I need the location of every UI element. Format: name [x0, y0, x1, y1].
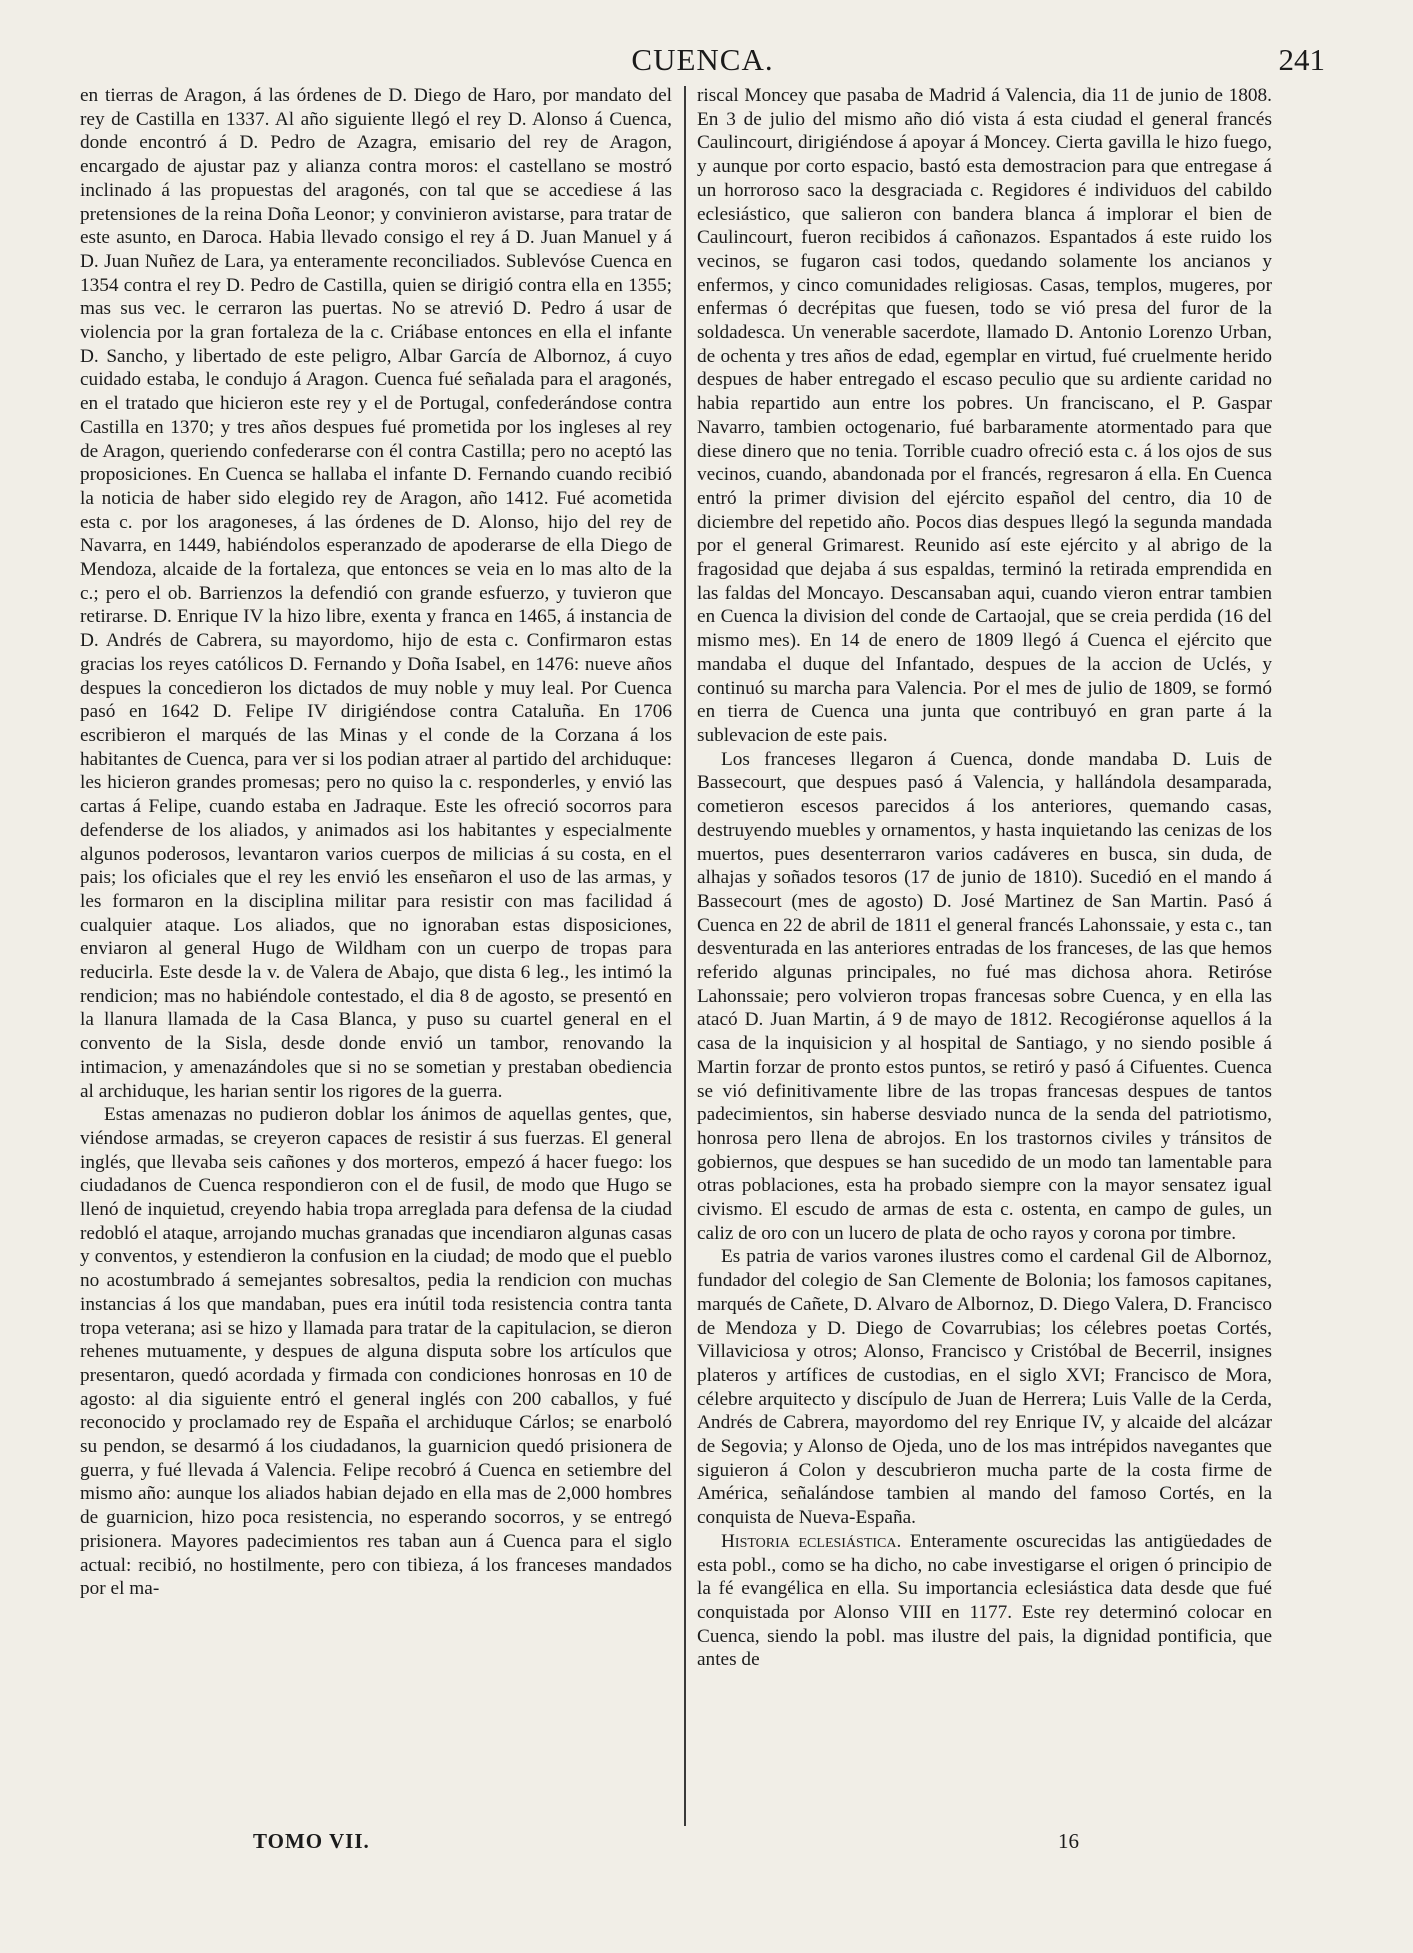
column-divider [684, 86, 686, 1826]
paragraph: en tierras de Aragon, á las órdenes de D. Diego de Haro, por mandato del rey de Castilla en 1337. Al año siguiente llegó el rey D. Alonso á Cuenca, donde encontró á D. Pedro de Azagra, emisario del rey de Aragon, encargado de ajustar paz y alianza contra moros: el castellano se mostró inclinado á las propuestas del aragonés, con tal que se accediese á las pretensiones de la reina Doña Leonor; y convinieron avistarse, para tratar de este asunto, en Daroca. Habia llevado consigo el rey á D. Juan Manuel y á D. Juan Nuñez de Lara, ya enteramente reconciliados. Sublevóse Cuenca en 1354 contra el rey D. Pedro de Castilla, quien se dirigió contra ella en 1355; mas sus vec. le cerraron las puertas. No se atrevió D. Pedro á usar de violencia por la gran fortaleza de la c. Criábase entonces en ella el infante D. Sancho, y libertado de este peligro, Albar García de Albornoz, á cuyo cuidado estaba, le condujo á Aragon. Cuenca fué señalada para el aragonés, en el tratado que hicieron este rey y el de Portugal, confederándose contra Castilla en 1370; y tres años despues fué prometida por los ingleses al rey de Aragon, queriendo confederarse con él contra Castilla; pero no aceptó las proposiciones. En Cuenca se hallaba el infante D. Fernando cuando recibió la noticia de haber sido elegido rey de Aragon, año 1412. Fué acometida esta c. por los aragoneses, á las órdenes de D. Alonso, hijo del rey de Navarra, en 1449, habiéndolos esperanzado de apoderarse de ella Diego de Mendoza, alcaide de la fortaleza, que entonces se veia en lo mas alto de la c.; pero el ob. Barrienzos la defendió con grande esfuerzo, y tuvieron que retirarse. D. Enrique IV la hizo libre, exenta y franca en 1465, á instancia de D. Andrés de Cabrera, su mayordomo, hijo de esta c. Confirmaron estas gracias los reyes católicos D. Fernando y Doña Isabel, en 1476: nueve años despues la concedieron los dictados de muy noble y muy leal. Por Cuenca pasó en 1642 D. Felipe IV dirigiéndose contra Cataluña. En 1706 escribieron el marqués de las Minas y el conde de la Corzana á los habitantes de Cuenca, para ver si los podian atraer al partido del archiduque: les hicieron grandes promesas; pero no quiso la c. responderles, y envió las cartas á Felipe, cuando estaba en Jadraque. Este les ofreció socorros para defenderse de los aliados, y animados asi los habitantes y especialmente algunos poderosos, levantaron varios cuerpos de milicias á su costa, en el pais; los oficiales que el rey les envió les enseñaron el uso de las armas, y les formaron en la disciplina militar para resistir con mas facilidad á cualquier ataque. Los aliados, que no ignoraban estas disposiciones, enviaron al general Hugo de Wildham con un cuerpo de tropas para reducirla. Este desde la v. de Valera de Abajo, que dista 6 leg., les intimó la rendicion; mas no habiéndole contestado, el dia 8 de agosto, se presentó en la llanura llamada de la Casa Blanca, y puso su cuartel general en el convento de la Sisla, desde donde envió un tambor, renovando la intimacion, y amenazándoles que si no se sometian y prestaban obediencia al archiduque, les harian sentir los rigores de la guerra. [80, 85, 672, 1102]
page-footer [0, 1829, 1413, 1859]
paragraph: Los franceses llegaron á Cuenca, donde mandaba D. Luis de Bassecourt, que despues pasó á Valencia, y hallándola desamparada, cometieron escesos parecidos á los anteriores, quemando casas, destruyendo muebles y ornamentos, y hasta inquietando las cenizas de los muertos, pues desenterraron varios cadáveres en busca, sin duda, de alhajas y soñados tesoros (17 de junio de 1810). Sucedió en el mando á Bassecourt (mes de agosto) D. José Martinez de San Martin. Pasó á Cuenca en 22 de abril de 1811 el general francés Lahonssaie, y esta c., tan desventurada en las anteriores entradas de los franceses, de las que hemos referido algunas principales, no fué mas dichosa ahora. Retiróse Lahonssaie; pero volvieron tropas francesas sobre Cuenca, y en ella las atacó D. Juan Martin, á 9 de mayo de 1812. Recogiéronse aquellos á la casa de la inquisicion y al hospital de Santiago, y no siendo posible á Martin forzar de pronto estos puntos, se retiró y pasó á Cifuentes. Cuenca se vió definitivamente libre de las tropas francesas despues de tantos padecimientos, sin haberse desviado nunca de la senda del patriotismo, honrosa pero llena de abrojos. En los trastornos civiles y tránsitos de gobiernos, que despues se han sucedido de un modo tan lamentable para otras poblaciones, esta ha probado siempre con la mayor sensatez igual civismo. El escudo de armas de esta c. ostenta, en campo de gules, un caliz de oro con un lucero de plata de ocho rayos y corona por timbre. [697, 748, 1272, 1244]
paragraph: Estas amenazas no pudieron doblar los ánimos de aquellas gentes, que, viéndose armadas, se creyeron capaces de resistir á sus fuerzas. El general inglés, que llevaba seis cañones y dos morteros, empezó á hacer fuego: los ciudadanos de Cuenca respondieron con el de fusil, de modo que Hugo se llenó de inquietud, creyendo habia tropa arreglada para defensa de la ciudad redobló el ataque, arrojando muchas granadas que incendiaron algunas casas y conventos, y estendieron la confusion en la ciudad; de modo que el pueblo no acostumbrado á semejantes sobresaltos, pedia la rendicion con muchas instancias á los que mandaban, pues era inútil toda resistencia contra tanta tropa veterana; asi se hizo y llamada para tratar de la capitulacion, se dieron rehenes mutuamente, y despues de alguna disputa sobre los artículos que presentaron, quedó acordada y firmada con condiciones honrosas en 10 de agosto: al dia siguiente entró el general inglés con 200 caballos, y fué reconocido y proclamado rey de España el archiduque Cárlos; se enarboló su pendon, se desarmó á los ciudadanos, la guarnicion quedó prisionera de guerra, y fué llevada á Valencia. Felipe recobró á Cuenca en setiembre del mismo año: aunque los aliados habian dejado en ella mas de 2,000 hombres de guarnicion, hizo poca resistencia, no esperando socorros, y se entregó prisionera. Mayores padecimientos res taban aun á Cuenca para el siglo actual: recibió, no hostilmente, pero con tibieza, á los franceses mandados por el ma- [80, 1104, 672, 1600]
section-heading: Historia eclesiástica. [721, 1530, 902, 1552]
page-number: 241 [1278, 42, 1325, 77]
left-column [80, 84, 672, 1601]
signature-mark: 16 [1058, 1829, 1079, 1853]
volume-label: TOMO VII. [253, 1829, 370, 1853]
paragraph-text: Enteramente oscurecidas las antigüedades de esta pobl., como se ha dicho, no cabe investigarse el origen ó principio de la fé evangélica en ella. Su importancia eclesiástica data desde que fué conquistada por Alonso VIII en 1177. Este rey determinó colocar en Cuenca, siendo la pobl. mas ilustre del pais, la dignidad pontificia, que antes de [697, 1530, 1272, 1671]
paragraph [697, 1530, 1272, 1672]
right-column [697, 84, 1272, 1672]
paragraph: riscal Moncey que pasaba de Madrid á Valencia, dia 11 de junio de 1808. En 3 de julio del mismo año dió vista á esta ciudad el general francés Caulincourt, dirigiéndose á apoyar á Moncey. Cierta gavilla le hizo fuego, y aunque por corto espacio, bastó esta demostracion para que entregase á un horroroso saco la desgraciada c. Regidores é individuos del cabildo eclesiástico, que salieron con bandera blanca á implorar el bien de Caulincourt, fueron recibidos á cañonazos. Espantados á este ruido los vecinos, se fugaron casi todos, quedando solamente los ancianos y enfermos, y cinco comunidades religiosas. Casas, templos, mugeres, por enfermas ó decrépitas que fuesen, todo se vió presa del furor de la soldadesca. Un venerable sacerdote, llamado D. Antonio Lorenzo Urban, de ochenta y tres años de edad, egemplar en virtud, fué cruelmente herido despues de haber entregado el escaso peculio que su ardiente caridad no habia repartido aun entre los pobres. Un franciscano, el P. Gaspar Navarro, tambien octogenario, fué barbaramente atormentado para que diese dinero que no tenia. Torrible cuadro ofreció esta c. á los ojos de sus vecinos, cuando, abandonada por el francés, regresaron á ella. En Cuenca entró la primer division del ejército español del centro, dia 10 de diciembre del repetido año. Pocos dias despues llegó la segunda mandada por el general Grimarest. Reunido así este ejército y al abrigo de la fragosidad que dejaba á sus espaldas, terminó la retirada emprendida en las faldas del Moncayo. Descansaban aqui, cuando vieron entrar tambien en Cuenca la division del conde de Cartaojal, que se creia perdida (16 del mismo mes). En 14 de enero de 1809 llegó á Cuenca el ejército que mandaba el duque del Infantado, despues de la accion de Uclés, y continuó su marcha para Valencia. Por el mes de julio de 1809, se formó en tierra de Cuenca una junta que contribuyó en gran parte á la sublevacion de este pais. [697, 85, 1272, 746]
page-title: CUENCA. [631, 42, 774, 77]
paragraph: Es patria de varios varones ilustres como el cardenal Gil de Albornoz, fundador del colegio de San Clemente de Bolonia; los famosos capitanes, marqués de Cañete, D. Alvaro de Albornoz, D. Diego Valera, D. Francisco de Mendoza y D. Diego de Covarrubias; los célebres poetas Cortés, Villaviciosa y otros; Alonso, Francisco y Cristóbal de Becerril, insignes plateros y artífices de custodias, en el siglo XVI; Francisco de Mora, célebre arquitecto y discípulo de Juan de Herrera; Luis Valle de la Cerda, Andrés de Cabrera, mayordomo del rey Enrique IV, y alcaide del alcázar de Segovia; y Alonso de Ojeda, uno de los mas intrépidos navegantes que siguieron á Colon y descubrieron mucha parte de la costa firme de América, señalándose tambien al mando del famoso Cortés, en la conquista de Nueva-España. [697, 1246, 1272, 1529]
running-head [80, 42, 1325, 82]
